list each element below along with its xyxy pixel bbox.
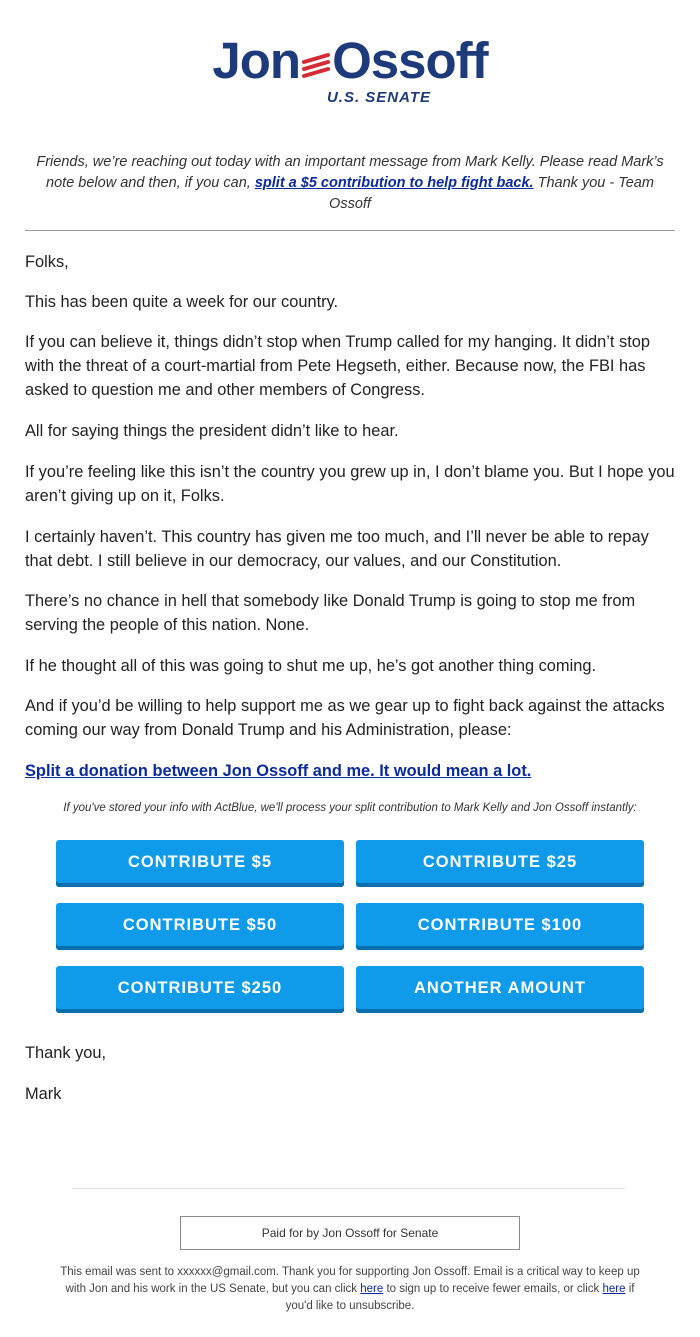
body-paragraph: If he thought all of this was going to shut me up, he’s got another thing coming. bbox=[25, 657, 596, 675]
logo-first-name: Jon bbox=[212, 32, 301, 89]
body-paragraph: And if you’d be willing to help support me as we gear up to fight back against the attacks coming our way from Donald Trump and his Administration, please: bbox=[25, 697, 665, 739]
logo-subtitle: U.S. SENATE bbox=[326, 89, 432, 106]
body-paragraph: All for saying things the president didn’t like to hear. bbox=[25, 422, 399, 440]
body-paragraph: If you can believe it, things didn’t stop when Trump called for my hanging. It didn’t stop with the threat of a court-martial from Pete Hegseth, either. Because now, the FBI has asked to question me and other members of Congress. bbox=[25, 333, 651, 399]
body-paragraph: This has been quite a week for our country. bbox=[25, 293, 339, 311]
contribute-5-button[interactable]: CONTRIBUTE $5 bbox=[56, 840, 344, 887]
split-donation-link[interactable]: Split a donation between Jon Ossoff and me. It would mean a lot. bbox=[25, 762, 532, 780]
email-header bbox=[0, 0, 700, 130]
divider bbox=[25, 230, 675, 231]
intro-contribute-link[interactable]: split a $5 contribution to help fight back. bbox=[254, 175, 534, 191]
logo-last-name: Ossoff bbox=[332, 32, 488, 89]
closing: Thank you, bbox=[25, 1044, 107, 1062]
footer-text: This email was sent to xxxxxx@gmail.com. Thank you for supporting Jon Ossoff. Email is a critical way to keep up with Jon and his work in the US Senate, but you can click here to sign up to receive fewer emails, or click here if you'd like to unsubscribe. bbox=[60, 1266, 640, 1312]
paid-for-disclaimer: Paid for by Jon Ossoff for Senate bbox=[180, 1216, 520, 1250]
ossoff-logo[interactable] bbox=[0, 33, 700, 106]
body-paragraph: If you’re feeling like this isn’t the country you grew up in, I don’t blame you. But I hope you aren’t giving up on it, Folks. bbox=[25, 463, 675, 505]
fewer-emails-link[interactable]: here bbox=[360, 1283, 384, 1295]
another-amount-button[interactable]: ANOTHER AMOUNT bbox=[356, 966, 644, 1013]
body-paragraph: There’s no chance in hell that somebody like Donald Trump is going to stop me from serving the people of this nation. None. bbox=[25, 592, 636, 634]
intro-message: Friends, we’re reaching out today with an important message from Mark Kelly. Please read Mark’s note below and then, if you can, split a $5 contribution to help fight back. Thank you - Team Ossoff bbox=[36, 154, 664, 212]
recipient-email: xxxxxx@gmail.com bbox=[177, 1266, 276, 1278]
contribute-100-button[interactable]: CONTRIBUTE $100 bbox=[356, 903, 644, 950]
contribute-25-button[interactable]: CONTRIBUTE $25 bbox=[356, 840, 644, 887]
body-paragraph: I certainly haven’t. This country has given me too much, and I’ll never be able to repay that debt. I still believe in our democracy, our values, and our Constitution. bbox=[25, 528, 649, 570]
logo-stripes-icon bbox=[301, 41, 331, 81]
footer-divider bbox=[72, 1188, 625, 1189]
contribute-250-button[interactable]: CONTRIBUTE $250 bbox=[56, 966, 344, 1013]
signature: Mark bbox=[25, 1085, 62, 1103]
contribute-50-button[interactable]: CONTRIBUTE $50 bbox=[56, 903, 344, 950]
unsubscribe-link[interactable]: here bbox=[602, 1283, 626, 1295]
greeting: Folks, bbox=[25, 253, 69, 271]
actblue-note: If you've stored your info with ActBlue, we'll process your split contribution to Mark Kelly and Jon Ossoff instantly: bbox=[63, 802, 637, 814]
